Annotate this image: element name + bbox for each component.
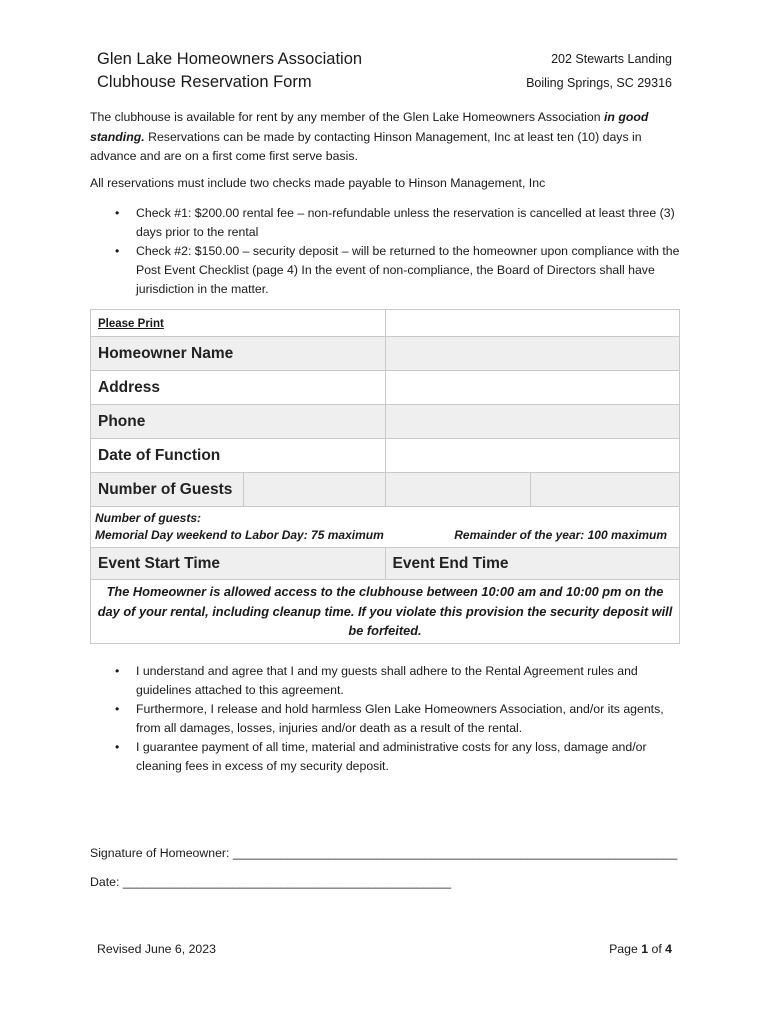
date-line[interactable] (90, 875, 451, 889)
agreement-item-1 (90, 662, 688, 700)
revised-date: Revised June 6, 2023 (97, 942, 216, 956)
agreement-item-3 (90, 738, 688, 776)
please-print-cell (91, 310, 386, 337)
guests-field-2[interactable] (385, 473, 531, 507)
page-prefix: Page (609, 942, 642, 956)
date-of-function-label: Date of Function (98, 446, 221, 464)
check-item-1-text: Check #1: $200.00 rental fee – non-refundable unless the reservation is cancelled at least three (3) days prior to the rental (136, 206, 675, 239)
agreement-item-2 (90, 700, 688, 738)
homeowner-name-cell (91, 337, 386, 371)
reservation-form-table (90, 309, 680, 644)
agreement-item-2-text: Furthermore, I release and hold harmless Glen Lake Homeowners Association, and/or its agents, from all damages, losses, injuries and/or death as a result of the rental. (136, 702, 664, 735)
signature-underline: _________________________________________________________________ (232, 846, 678, 860)
checks-intro: All reservations must include two checks made payable to Hinson Management, Inc (90, 176, 546, 190)
event-end-cell[interactable] (385, 548, 679, 580)
address-label: Address (98, 378, 161, 396)
bullet-icon: • (115, 664, 120, 678)
guests-note (91, 507, 680, 548)
org-address (526, 47, 672, 95)
page-of: of (648, 942, 666, 956)
form-title: Clubhouse Reservation Form (97, 73, 312, 91)
page-number (609, 942, 672, 956)
please-print-blank[interactable] (385, 310, 679, 337)
address-line-2: Boiling Springs, SC 29316 (526, 76, 672, 90)
signature-label: Signature of Homeowner: (90, 846, 233, 860)
intro-text-2: Reservations can be made by contacting Hinson Management, Inc at least ten (10) days in advance and are on a first come first serve basis. (90, 129, 642, 163)
phone-field[interactable] (385, 405, 679, 439)
signature-line[interactable] (90, 846, 677, 860)
form-header (97, 48, 362, 94)
bullet-icon: • (115, 244, 120, 258)
bullet-icon: • (115, 702, 120, 716)
date-of-function-cell (91, 439, 386, 473)
intro-emphasis: in good standing. (90, 110, 649, 144)
guests-note-remainder: Remainder of the year: 100 maximum (454, 528, 667, 542)
homeowner-name-label: Homeowner Name (98, 344, 234, 362)
check-item-1 (90, 204, 688, 242)
phone-label: Phone (98, 412, 146, 430)
address-field[interactable] (385, 371, 679, 405)
access-notice: The Homeowner is allowed access to the clubhouse between 10:00 am and 10:00 pm on the day of your rental, including cleanup time. If you violate this provision the security deposit will be forfeited. (91, 580, 680, 644)
phone-cell (91, 405, 386, 439)
address-line-1: 202 Stewarts Landing (551, 52, 672, 66)
guests-field-1[interactable] (243, 473, 385, 507)
date-of-function-field[interactable] (385, 439, 679, 473)
bullet-icon: • (115, 206, 120, 220)
checks-list (90, 204, 688, 299)
event-end-label: Event End Time (392, 554, 509, 572)
agreement-item-3-text: I guarantee payment of all time, material and administrative costs for any loss, damage and/or cleaning fees in excess of my security deposit. (136, 740, 647, 773)
date-underline: ________________________________________________ (122, 875, 452, 889)
date-label: Date: (90, 875, 123, 889)
address-cell (91, 371, 386, 405)
guests-field-3[interactable] (531, 473, 680, 507)
agreements-list (90, 662, 688, 776)
homeowner-name-field[interactable] (385, 337, 679, 371)
event-start-label: Event Start Time (98, 554, 221, 572)
intro-paragraph (90, 108, 688, 167)
guests-note-memorial: Memorial Day weekend to Labor Day: 75 maximum (95, 528, 384, 542)
number-of-guests-cell (91, 473, 244, 507)
check-item-2 (90, 242, 688, 299)
intro-text-1: The clubhouse is available for rent by any member of the Glen Lake Homeowners Association (90, 110, 605, 124)
agreement-item-1-text: I understand and agree that I and my guests shall adhere to the Rental Agreement rules and guidelines attached to this agreement. (136, 664, 638, 697)
page-current: 1 (641, 942, 649, 956)
please-print-label: Please Print (98, 318, 164, 330)
page-total: 4 (665, 942, 672, 956)
event-start-cell[interactable] (91, 548, 386, 580)
org-name: Glen Lake Homeowners Association (97, 50, 363, 68)
guests-note-title: Number of guests: (95, 511, 202, 525)
check-item-2-text: Check #2: $150.00 – security deposit – will be returned to the homeowner upon compliance with the Post Event Checklist (page 4) In the event of non-compliance, the Board of Directors shall have jurisdiction in the matter. (136, 244, 680, 296)
bullet-icon: • (115, 740, 120, 754)
number-of-guests-label: Number of Guests (98, 480, 233, 498)
